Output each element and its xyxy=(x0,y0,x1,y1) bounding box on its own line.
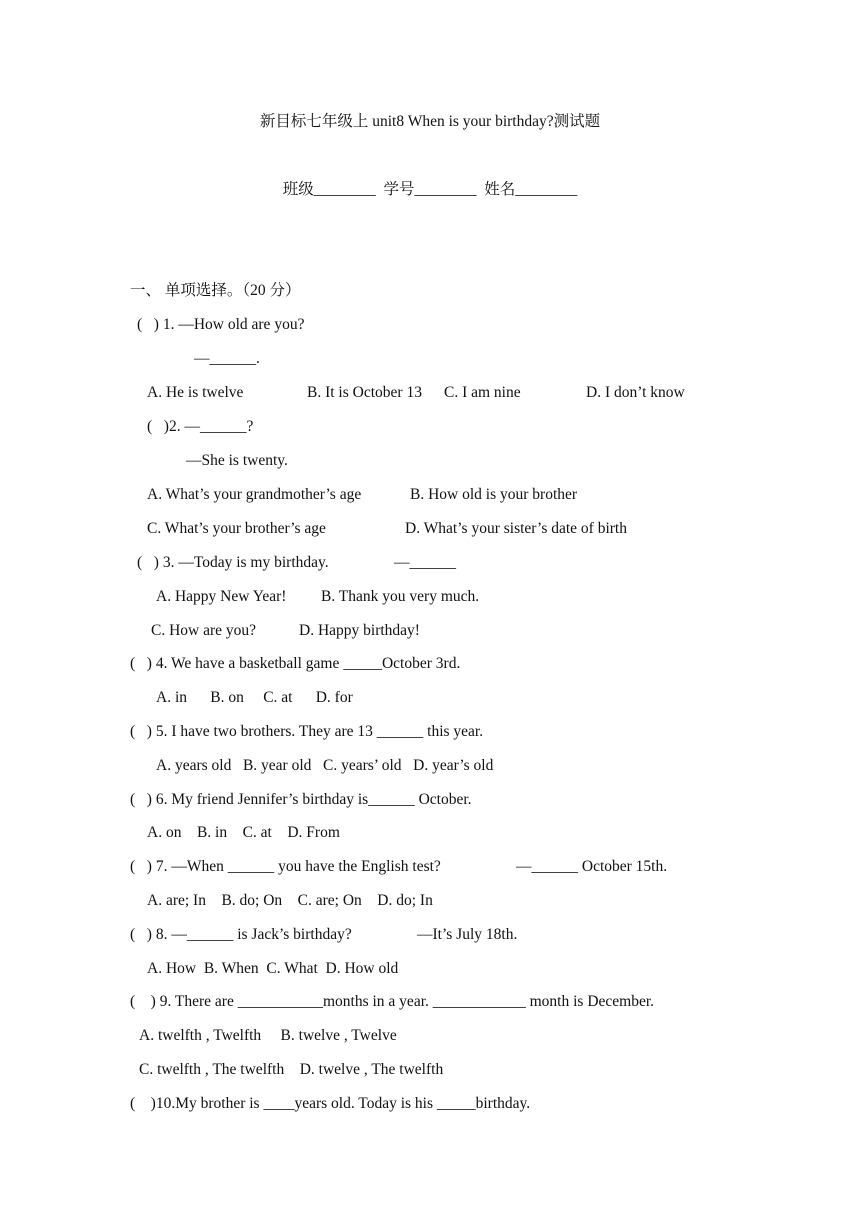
question-4-stem: ( ) 4. We have a basketball game _____October 3rd. xyxy=(130,655,461,672)
question-2-option-b: B. How old is your brother xyxy=(410,486,578,503)
question-3-option-c: C. How are you? xyxy=(151,622,257,639)
question-6-stem: ( ) 6. My friend Jennifer’s birthday is______ October. xyxy=(130,791,472,808)
question-3-option-b: B. Thank you very much. xyxy=(321,588,480,605)
question-8-stem: ( ) 8. —______ is Jack’s birthday? xyxy=(130,926,352,943)
section-heading: 一、 单项选择。（20 分） xyxy=(130,282,301,299)
question-9-options-ab: A. twelfth , Twelfth B. twelve , Twelve xyxy=(139,1027,397,1044)
question-10-stem: ( )10.My brother is ____years old. Today is his _____birthday. xyxy=(130,1095,531,1112)
document-title: 新目标七年级上 unit8 When is your birthday?测试题 xyxy=(259,113,601,130)
question-3-option-a: A. Happy New Year! xyxy=(156,588,287,605)
question-7-options: A. are; In B. do; On C. are; On D. do; In xyxy=(147,892,433,909)
question-2-stem: ( )2. —______? xyxy=(147,418,254,435)
student-info-line: 班级________ 学号________ 姓名________ xyxy=(282,181,578,198)
question-1-option-d: D. I don’t know xyxy=(586,384,685,401)
question-3-option-d: D. Happy birthday! xyxy=(299,622,420,639)
question-5-options: A. years old B. year old C. years’ old D. year’s old xyxy=(156,757,494,774)
question-7-reply: —______ October 15th. xyxy=(516,858,668,875)
question-1-option-b: B. It is October 13 xyxy=(307,384,422,401)
question-3-reply: —______ xyxy=(394,554,456,571)
question-9-options-cd: C. twelfth , The twelfth D. twelve , The twelfth xyxy=(139,1061,444,1078)
question-1-stem: ( ) 1. —How old are you? xyxy=(137,316,305,333)
question-8-reply: —It’s July 18th. xyxy=(417,926,518,943)
question-1-answer-line: —______. xyxy=(194,350,260,367)
question-5-stem: ( ) 5. I have two brothers. They are 13 ______ this year. xyxy=(130,723,484,740)
question-2-answer-line: —She is twenty. xyxy=(186,452,288,469)
question-9-stem: ( ) 9. There are ___________months in a year. ____________ month is December. xyxy=(130,993,655,1010)
question-2-option-d: D. What’s your sister’s date of birth xyxy=(405,520,627,537)
question-1-option-c: C. I am nine xyxy=(444,384,521,401)
question-2-option-a: A. What’s your grandmother’s age xyxy=(147,486,362,503)
question-1-option-a: A. He is twelve xyxy=(147,384,244,401)
question-3-stem: ( ) 3. —Today is my birthday. xyxy=(137,554,329,571)
question-6-options: A. on B. in C. at D. From xyxy=(147,824,340,841)
question-8-options: A. How B. When C. What D. How old xyxy=(147,960,399,977)
question-7-stem: ( ) 7. —When ______ you have the English test? xyxy=(130,858,441,875)
question-4-options: A. in B. on C. at D. for xyxy=(156,689,353,706)
question-2-option-c: C. What’s your brother’s age xyxy=(147,520,326,537)
